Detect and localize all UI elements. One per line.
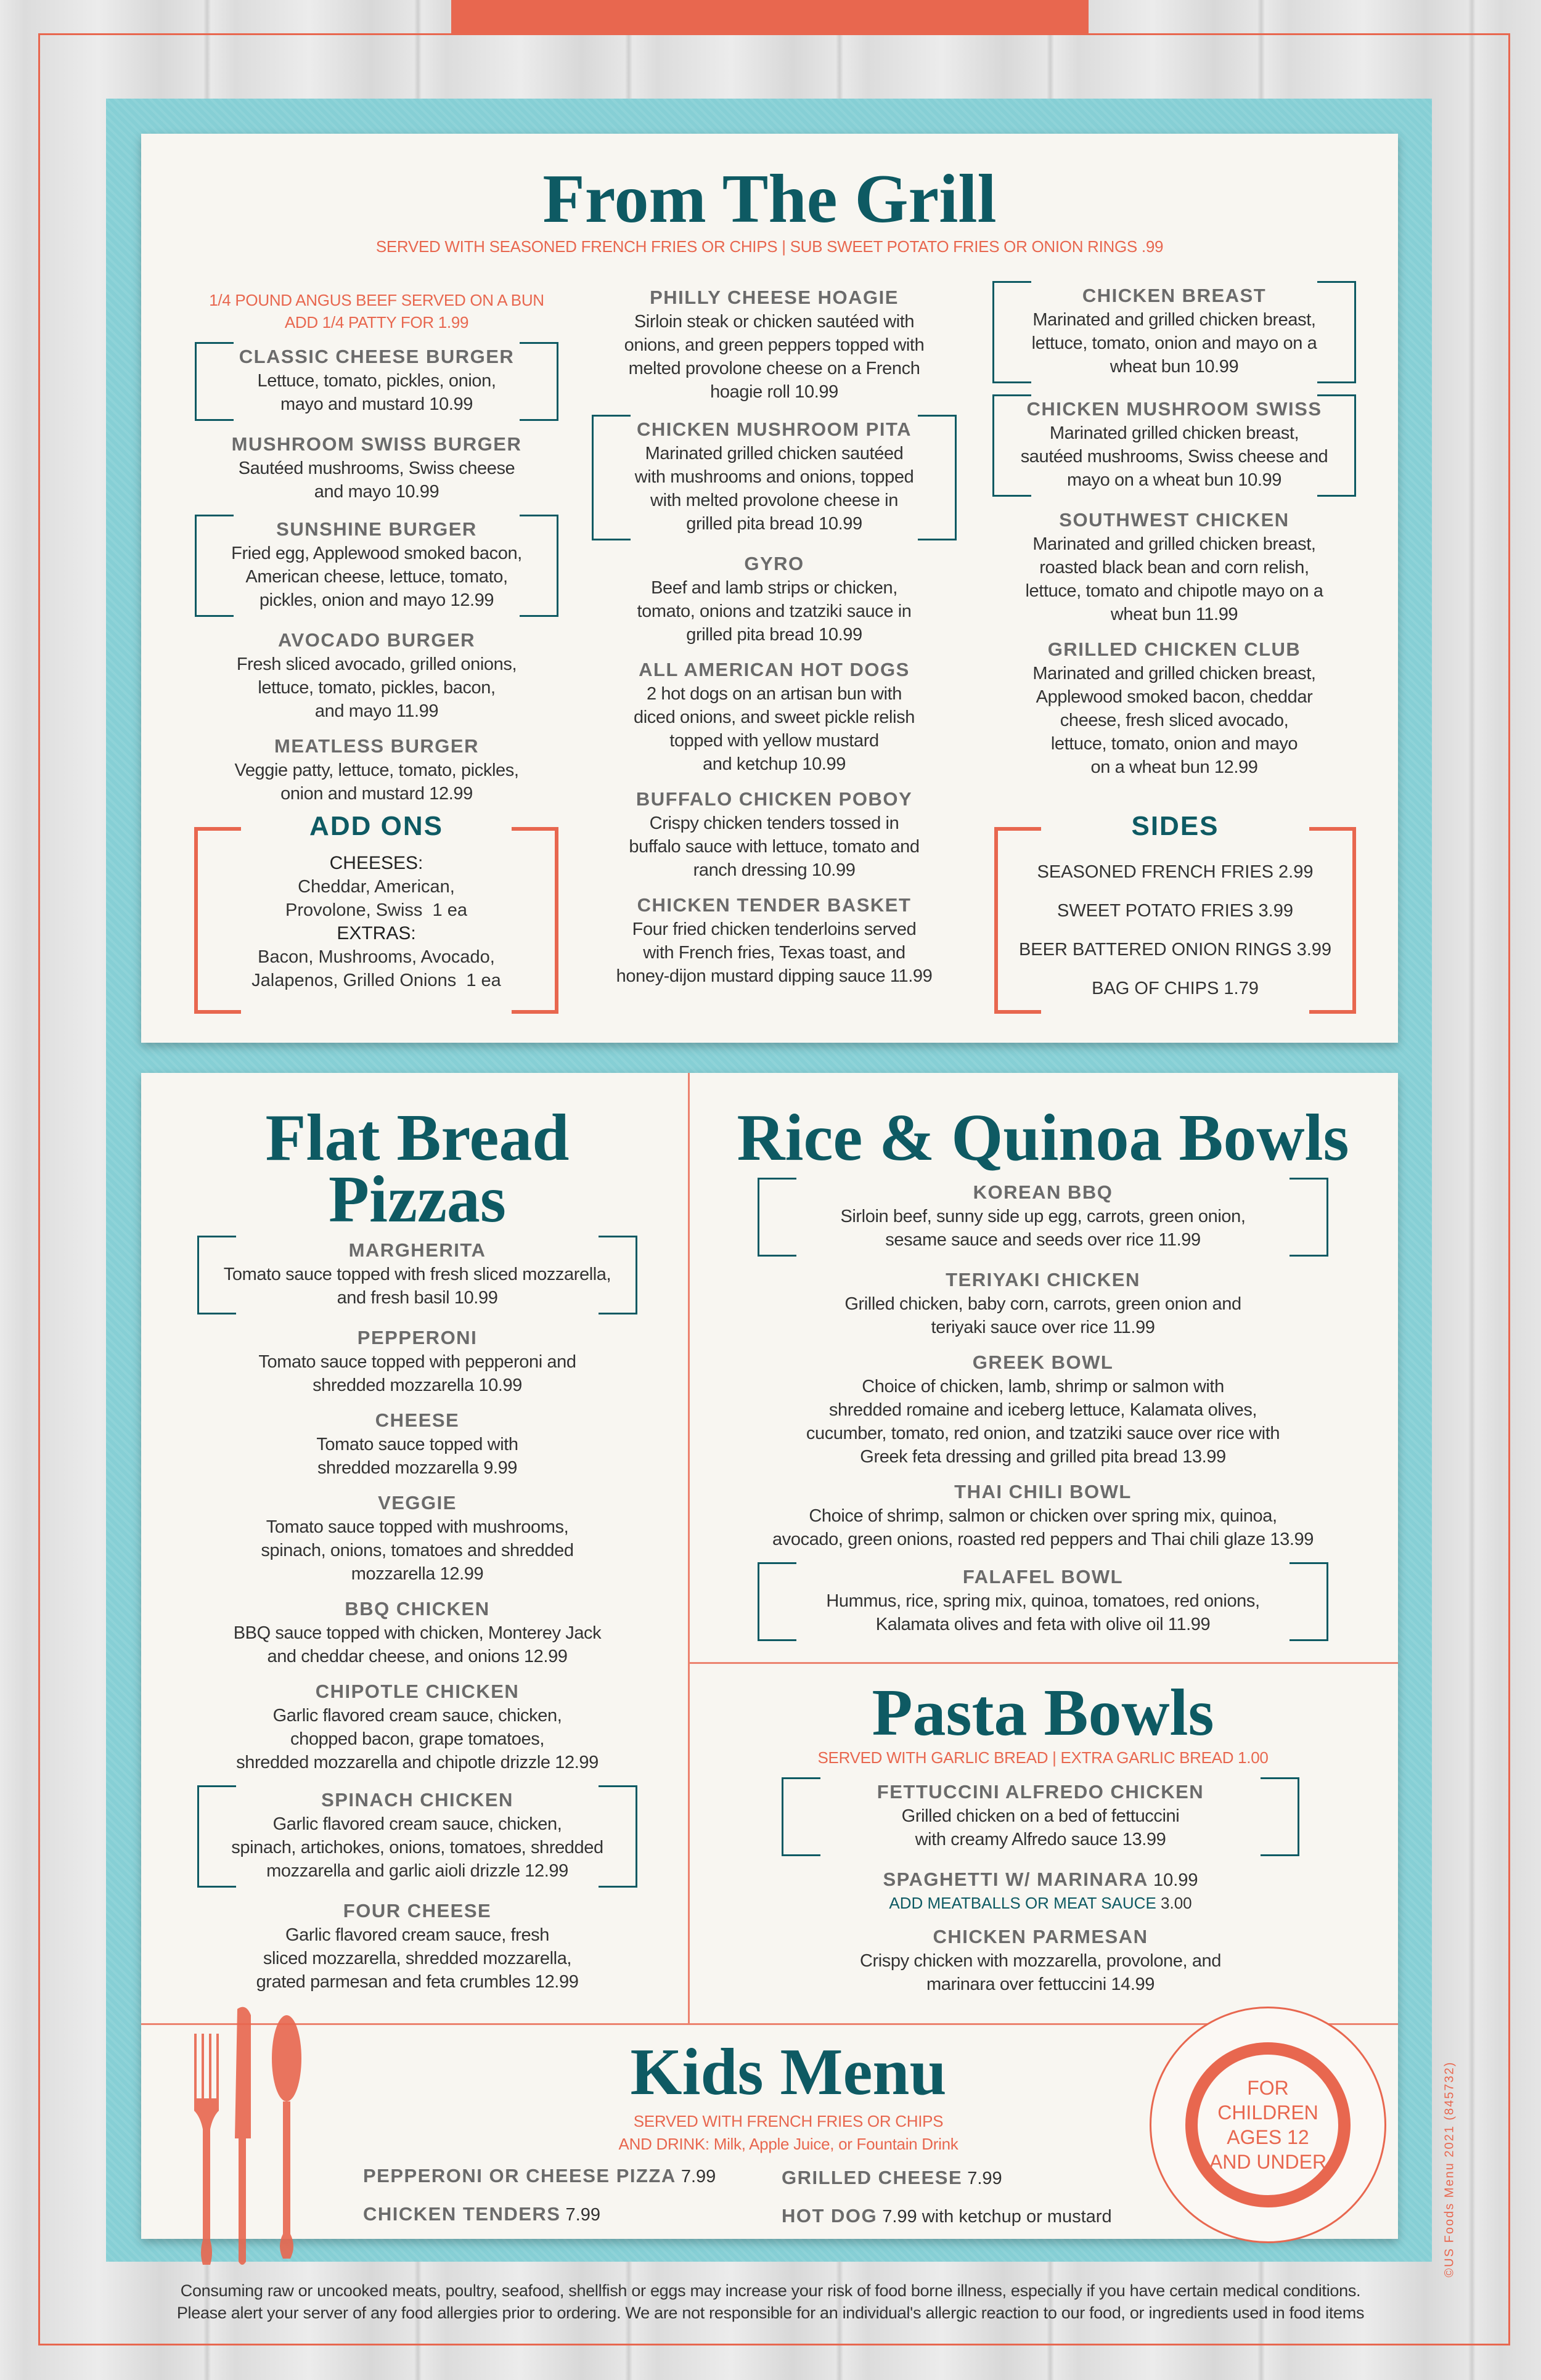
menu-item — [197, 1899, 637, 1994]
add-ons-title: ADD ONS — [301, 811, 452, 841]
item-title: CHICKEN TENDER BASKET — [637, 894, 912, 916]
menu-item-name — [206, 1899, 629, 1923]
menu-item-description: Sirloin steak or chicken sautéed with onions, and green peppers topped with melted provolone cheese on a French hoagie roll 10.99 — [624, 312, 925, 402]
kids-item-name: PEPPERONI OR CHEESE PIZZA — [363, 2165, 676, 2186]
pizzas-title-line1: Flat Bread — [265, 1101, 570, 1175]
column-divider — [688, 1073, 690, 2023]
menu-item-name — [206, 1597, 629, 1621]
item-title: SPINACH CHICKEN — [321, 1789, 513, 1811]
menu-item-description: Sirloin beef, sunny side up egg, carrots, green onion, sesame sauce and seeds over rice 11.99 — [840, 1207, 1246, 1250]
bowls-title: Rice & Quinoa Bowls — [737, 1101, 1349, 1175]
item-title: FALAFEL BOWL — [962, 1566, 1124, 1587]
menu-item-name — [600, 285, 948, 310]
grill-subtitle: SERVED WITH SEASONED FRENCH FRIES OR CHIPS | SUB SWEET POTATO FRIES OR ONION RINGS .99 — [375, 237, 1164, 256]
menu-item — [195, 342, 558, 421]
item-title: TERIYAKI CHICKEN — [946, 1269, 1140, 1290]
item-title: CHICKEN BREAST — [1082, 285, 1267, 306]
menu-item-name — [600, 417, 948, 442]
pizzas-title-line2: Pizzas — [329, 1163, 506, 1236]
kids-item-price: 7.99 with ketchup or mustard — [877, 2207, 1112, 2227]
menu-item — [592, 658, 957, 776]
menu-item-name — [206, 1408, 629, 1433]
cutlery-icon — [188, 2003, 317, 2268]
menu-item — [992, 394, 1356, 497]
menu-item — [992, 637, 1356, 779]
grill-card — [141, 134, 1398, 1043]
menu-item-name — [206, 1491, 629, 1515]
item-title: ALL AMERICAN HOT DOGS — [639, 659, 910, 680]
pasta-title: Pasta Bowls — [872, 1676, 1214, 1750]
menu-item-name — [1001, 397, 1347, 422]
badge-text: FOR CHILDREN AGES 12 AND UNDER — [1209, 2077, 1327, 2173]
menu-item — [758, 1268, 1328, 1339]
menu-item — [758, 1480, 1328, 1551]
menu-item-name — [203, 432, 550, 457]
menu-item-name — [206, 1679, 629, 1704]
menu-item — [195, 628, 558, 723]
menu-item-name — [203, 517, 550, 542]
menu-item-name — [1001, 508, 1347, 532]
item-title: SOUTHWEST CHICKEN — [1059, 509, 1290, 531]
sides-box — [994, 811, 1356, 1014]
menu-item-description: Choice of shrimp, salmon or chicken over spring mix, quinoa, avocado, green onions, roasted red peppers and Thai chili glaze 13.99 — [772, 1506, 1314, 1549]
menu-item-description: Lettuce, tomato, pickles, onion, mayo and mustard 10.99 — [257, 371, 496, 414]
menu-item-description: Tomato sauce topped with fresh sliced mozzarella, and fresh basil 10.99 — [223, 1265, 611, 1308]
menu-item-description: Garlic flavored cream sauce, fresh sliced mozzarella, shredded mozzarella, grated parmesan and feta crumbles 12.99 — [256, 1925, 579, 1992]
item-title: BBQ CHICKEN — [345, 1598, 490, 1620]
menu-item-description: Tomato sauce topped with mushrooms, spinach, onions, tomatoes and shredded mozzarella 12.99 — [261, 1517, 574, 1584]
menu-item-description: Hummus, rice, spring mix, quinoa, tomatoes, red onions, Kalamata olives and feta with olive oil 11.99 — [826, 1591, 1260, 1634]
kids-item — [363, 2203, 600, 2225]
menu-item-description: Marinated and grilled chicken breast, roasted black bean and corn relish, lettuce, tomato and chipotle mayo on a wheat bun 11.99 — [1025, 534, 1323, 624]
item-title: PEPPERONI — [357, 1327, 478, 1348]
top-accent-bar — [451, 0, 1089, 33]
menu-item-name — [790, 1867, 1291, 1893]
menu-item-name — [600, 552, 948, 576]
cheeses-label: CHEESES: — [329, 853, 423, 873]
extras-label: EXTRAS: — [337, 923, 416, 943]
menu-item-description: Sautéed mushrooms, Swiss cheese and mayo 10.99 — [238, 458, 515, 502]
item-title: BUFFALO CHICKEN POBOY — [636, 788, 913, 810]
item-title: AVOCADO BURGER — [277, 629, 476, 651]
menu-item-description: Marinated and grilled chicken breast, Applewood smoked bacon, cheddar cheese, fresh sliced avocado, lettuce, tomato, onion and mayo on a wheat bun 12.99 — [1032, 664, 1316, 777]
menu-item-description: Choice of chicken, lamb, shrimp or salmon with shredded romaine and iceberg lettuce, Kalamata olives, cucumber, tomato, red onion, and tzatziki sauce over rice with Greek feta dressing and grilled pita bread 13.99 — [806, 1377, 1280, 1467]
menu-item-name — [766, 1480, 1320, 1504]
grill-title: From The Grill — [542, 161, 997, 237]
side-item: SWEET POTATO FRIES 3.99 — [1057, 901, 1293, 921]
item-title: FOUR CHEESE — [343, 1900, 492, 1922]
menu-item — [197, 1326, 637, 1397]
disclaimer-line-1: Consuming raw or uncooked meats, poultry, seafood, shellfish or eggs may increase your risk of food borne illness, especially if you have certain medical conditions. — [180, 2281, 1361, 2300]
menu-item-addon-note — [790, 1893, 1291, 1913]
item-title: THAI CHILI BOWL — [954, 1481, 1132, 1502]
item-title: VEGGIE — [378, 1492, 457, 1514]
item-title: MEATLESS BURGER — [274, 735, 479, 757]
addon-note-text: ADD MEATBALLS OR MEAT SAUCE — [889, 1894, 1156, 1912]
grill-column-1 — [195, 342, 558, 817]
pizza-column — [197, 1236, 637, 2005]
menu-item — [758, 1562, 1328, 1641]
menu-item-name — [790, 1925, 1291, 1949]
menu-item-name — [203, 628, 550, 653]
menu-item-description: Marinated grilled chicken breast, sautéed mushrooms, Swiss cheese and mayo on a wheat bun 10.99 — [1020, 423, 1328, 490]
menu-item-description: BBQ sauce topped with chicken, Monterey Jack and cheddar cheese, and onions 12.99 — [233, 1623, 602, 1666]
drink-options: Milk, Apple Juice, or Fountain Drink — [709, 2135, 959, 2153]
side-item: SEASONED FRENCH FRIES 2.99 — [1037, 862, 1314, 882]
cheeses-list: Cheddar, American, Provolone, Swiss 1 ea — [285, 877, 467, 920]
menu-item-description: Tomato sauce topped with pepperoni and shredded mozzarella 10.99 — [258, 1352, 576, 1395]
pasta-subtitle: SERVED WITH GARLIC BREAD | EXTRA GARLIC BREAD 1.00 — [817, 1748, 1269, 1767]
menu-item-name — [766, 1268, 1320, 1292]
menu-item-description: Garlic flavored cream sauce, chicken, chopped bacon, grape tomatoes, shredded mozzarella and chipotle drizzle 12.99 — [236, 1706, 599, 1772]
kids-item — [363, 2165, 716, 2187]
menu-item — [992, 508, 1356, 626]
menu-item-name — [600, 893, 948, 918]
item-title: SPAGHETTI W/ MARINARA — [883, 1869, 1148, 1890]
menu-item-name — [766, 1350, 1320, 1375]
item-title: CHICKEN MUSHROOM SWISS — [1026, 398, 1322, 420]
kids-item-name: GRILLED CHEESE — [782, 2167, 963, 2188]
menu-item — [782, 1925, 1299, 1996]
sides-title: SIDES — [1122, 811, 1227, 841]
kids-item — [782, 2205, 1112, 2227]
menu-item-description: Beef and lamb strips or chicken, tomato, onions and tzatziki sauce in grilled pita bread 10.99 — [637, 578, 912, 645]
item-title: GYRO — [744, 553, 804, 574]
item-title: FETTUCCINI ALFREDO CHICKEN — [877, 1781, 1204, 1803]
item-title: CHIPOTLE CHICKEN — [315, 1681, 520, 1702]
menu-item — [592, 415, 957, 540]
menu-item-description: Crispy chicken tenders tossed in buffalo sauce with lettuce, tomato and ranch dressing 10.99 — [629, 813, 920, 880]
grill-column-3 — [992, 281, 1356, 790]
menu-item — [195, 515, 558, 617]
menu-item-name — [766, 1180, 1320, 1205]
kids-item-name: HOT DOG — [782, 2205, 878, 2227]
extras-list: Bacon, Mushrooms, Avocado, Jalapenos, Grilled Onions 1 ea — [251, 947, 501, 990]
menu-item-description: Garlic flavored cream sauce, chicken, spinach, artichokes, onions, tomatoes, shredded mozzarella and garlic aioli drizzle 12.99 — [231, 1814, 603, 1881]
menu-item-name — [206, 1326, 629, 1350]
menu-item — [197, 1408, 637, 1480]
item-title: SUNSHINE BURGER — [276, 518, 477, 540]
menu-item-name — [766, 1565, 1320, 1589]
item-title: GREEK BOWL — [972, 1351, 1114, 1373]
menu-item-name — [1001, 283, 1347, 308]
item-title: CLASSIC CHEESE BURGER — [239, 346, 515, 367]
menu-item — [592, 787, 957, 882]
menu-item-description: 2 hot dogs on an artisan bun with diced onions, and sweet pickle relish topped with yellow mustard and ketchup 10.99 — [634, 684, 915, 774]
menu-item — [782, 1867, 1299, 1913]
menu-item-description: Tomato sauce topped with shredded mozzarella 9.99 — [316, 1435, 518, 1478]
menu-item-description: Marinated and grilled chicken breast, lettuce, tomato, onion and mayo on a wheat bun 10.99 — [1031, 310, 1317, 377]
menu-item — [758, 1350, 1328, 1469]
item-price: 10.99 — [1148, 1870, 1198, 1890]
menu-item-description: Marinated grilled chicken sautéed with mushrooms and onions, topped with melted provolone cheese in grilled pita bread 10.99 — [634, 444, 914, 534]
menu-item-description: Veggie patty, lettuce, tomato, pickles, onion and mustard 12.99 — [234, 760, 519, 804]
pasta-divider — [690, 1662, 1398, 1664]
menu-item-description: Grilled chicken on a bed of fettuccini with creamy Alfredo sauce 13.99 — [901, 1806, 1180, 1849]
kids-item-price: 7.99 — [560, 2205, 600, 2225]
copyright: ©US Foods Menu 2021 (845732) — [1442, 2061, 1457, 2278]
menu-item — [195, 734, 558, 805]
item-title: KOREAN BBQ — [973, 1181, 1113, 1203]
menu-item — [197, 1785, 637, 1888]
side-item: BEER BATTERED ONION RINGS 3.99 — [1018, 940, 1332, 960]
disclaimer-line-2: Please alert your server of any food allergies prior to ordering. We are not responsible for an individual's allergic reaction to our food, or ingredients used in food items — [176, 2304, 1365, 2322]
menu-item-name — [206, 1788, 629, 1812]
menu-item-description: Fresh sliced avocado, grilled onions, lettuce, tomato, pickles, bacon, and mayo 11.99 — [236, 654, 517, 721]
menu-item — [195, 432, 558, 503]
kids-subtitle: SERVED WITH FRENCH FRIES OR CHIPS — [633, 2112, 944, 2130]
menu-item — [592, 552, 957, 646]
grill-column-2 — [592, 285, 957, 999]
menu-item-name — [206, 1238, 629, 1263]
menu-item-description: Four fried chicken tenderloins served with French fries, Texas toast, and honey-dijon mustard dipping sauce 11.99 — [616, 919, 933, 986]
menu-item-name — [600, 658, 948, 682]
kids-age-badge — [1150, 2007, 1386, 2243]
item-title: PHILLY CHEESE HOAGIE — [650, 287, 899, 308]
item-title: CHEESE — [375, 1409, 460, 1431]
side-item: BAG OF CHIPS 1.79 — [1092, 979, 1259, 998]
add-ons-box — [194, 811, 558, 1014]
kids-item-name: CHICKEN TENDERS — [363, 2203, 561, 2225]
menu-item — [197, 1236, 637, 1314]
kids-item-price: 7.99 — [676, 2167, 716, 2186]
menu-item — [592, 285, 957, 404]
menu-item-name — [203, 344, 550, 369]
kids-item-price: 7.99 — [962, 2169, 1002, 2188]
bowls-column — [758, 1178, 1328, 1652]
menu-item — [758, 1178, 1328, 1257]
burger-note: 1/4 POUND ANGUS BEEF SERVED ON A BUN ADD 1/4 PATTY FOR 1.99 — [209, 291, 544, 332]
menu-item-name — [600, 787, 948, 812]
item-title: MARGHERITA — [348, 1239, 486, 1261]
pasta-column — [782, 1777, 1299, 2007]
kids-drink-line — [511, 2135, 1066, 2154]
menu-item — [197, 1491, 637, 1586]
menu-item-description: Fried egg, Applewood smoked bacon, American cheese, lettuce, tomato, pickles, onion and mayo 12.99 — [231, 544, 522, 610]
menu-item — [197, 1679, 637, 1774]
menu-item-description: Crispy chicken with mozzarella, provolone, and marinara over fettuccini 14.99 — [859, 1951, 1222, 1994]
menu-item-name — [790, 1780, 1291, 1804]
item-title: GRILLED CHICKEN CLUB — [1047, 638, 1301, 660]
item-title: CHICKEN PARMESAN — [933, 1926, 1148, 1947]
kids-item — [782, 2167, 1002, 2189]
kids-title: Kids Menu — [630, 2036, 947, 2109]
menu-item-name — [1001, 637, 1347, 662]
item-title: CHICKEN MUSHROOM PITA — [637, 418, 912, 440]
menu-item — [592, 893, 957, 988]
menu-item-description: Grilled chicken, baby corn, carrots, green onion and teriyaki sauce over rice 11.99 — [844, 1294, 1241, 1337]
menu-item-name — [203, 734, 550, 759]
drink-label: AND DRINK: — [618, 2135, 709, 2153]
addon-note-price: 3.00 — [1156, 1894, 1192, 1912]
menu-item — [782, 1777, 1299, 1856]
menu-item — [992, 281, 1356, 383]
menu-item — [197, 1597, 637, 1668]
item-title: MUSHROOM SWISS BURGER — [231, 433, 522, 455]
